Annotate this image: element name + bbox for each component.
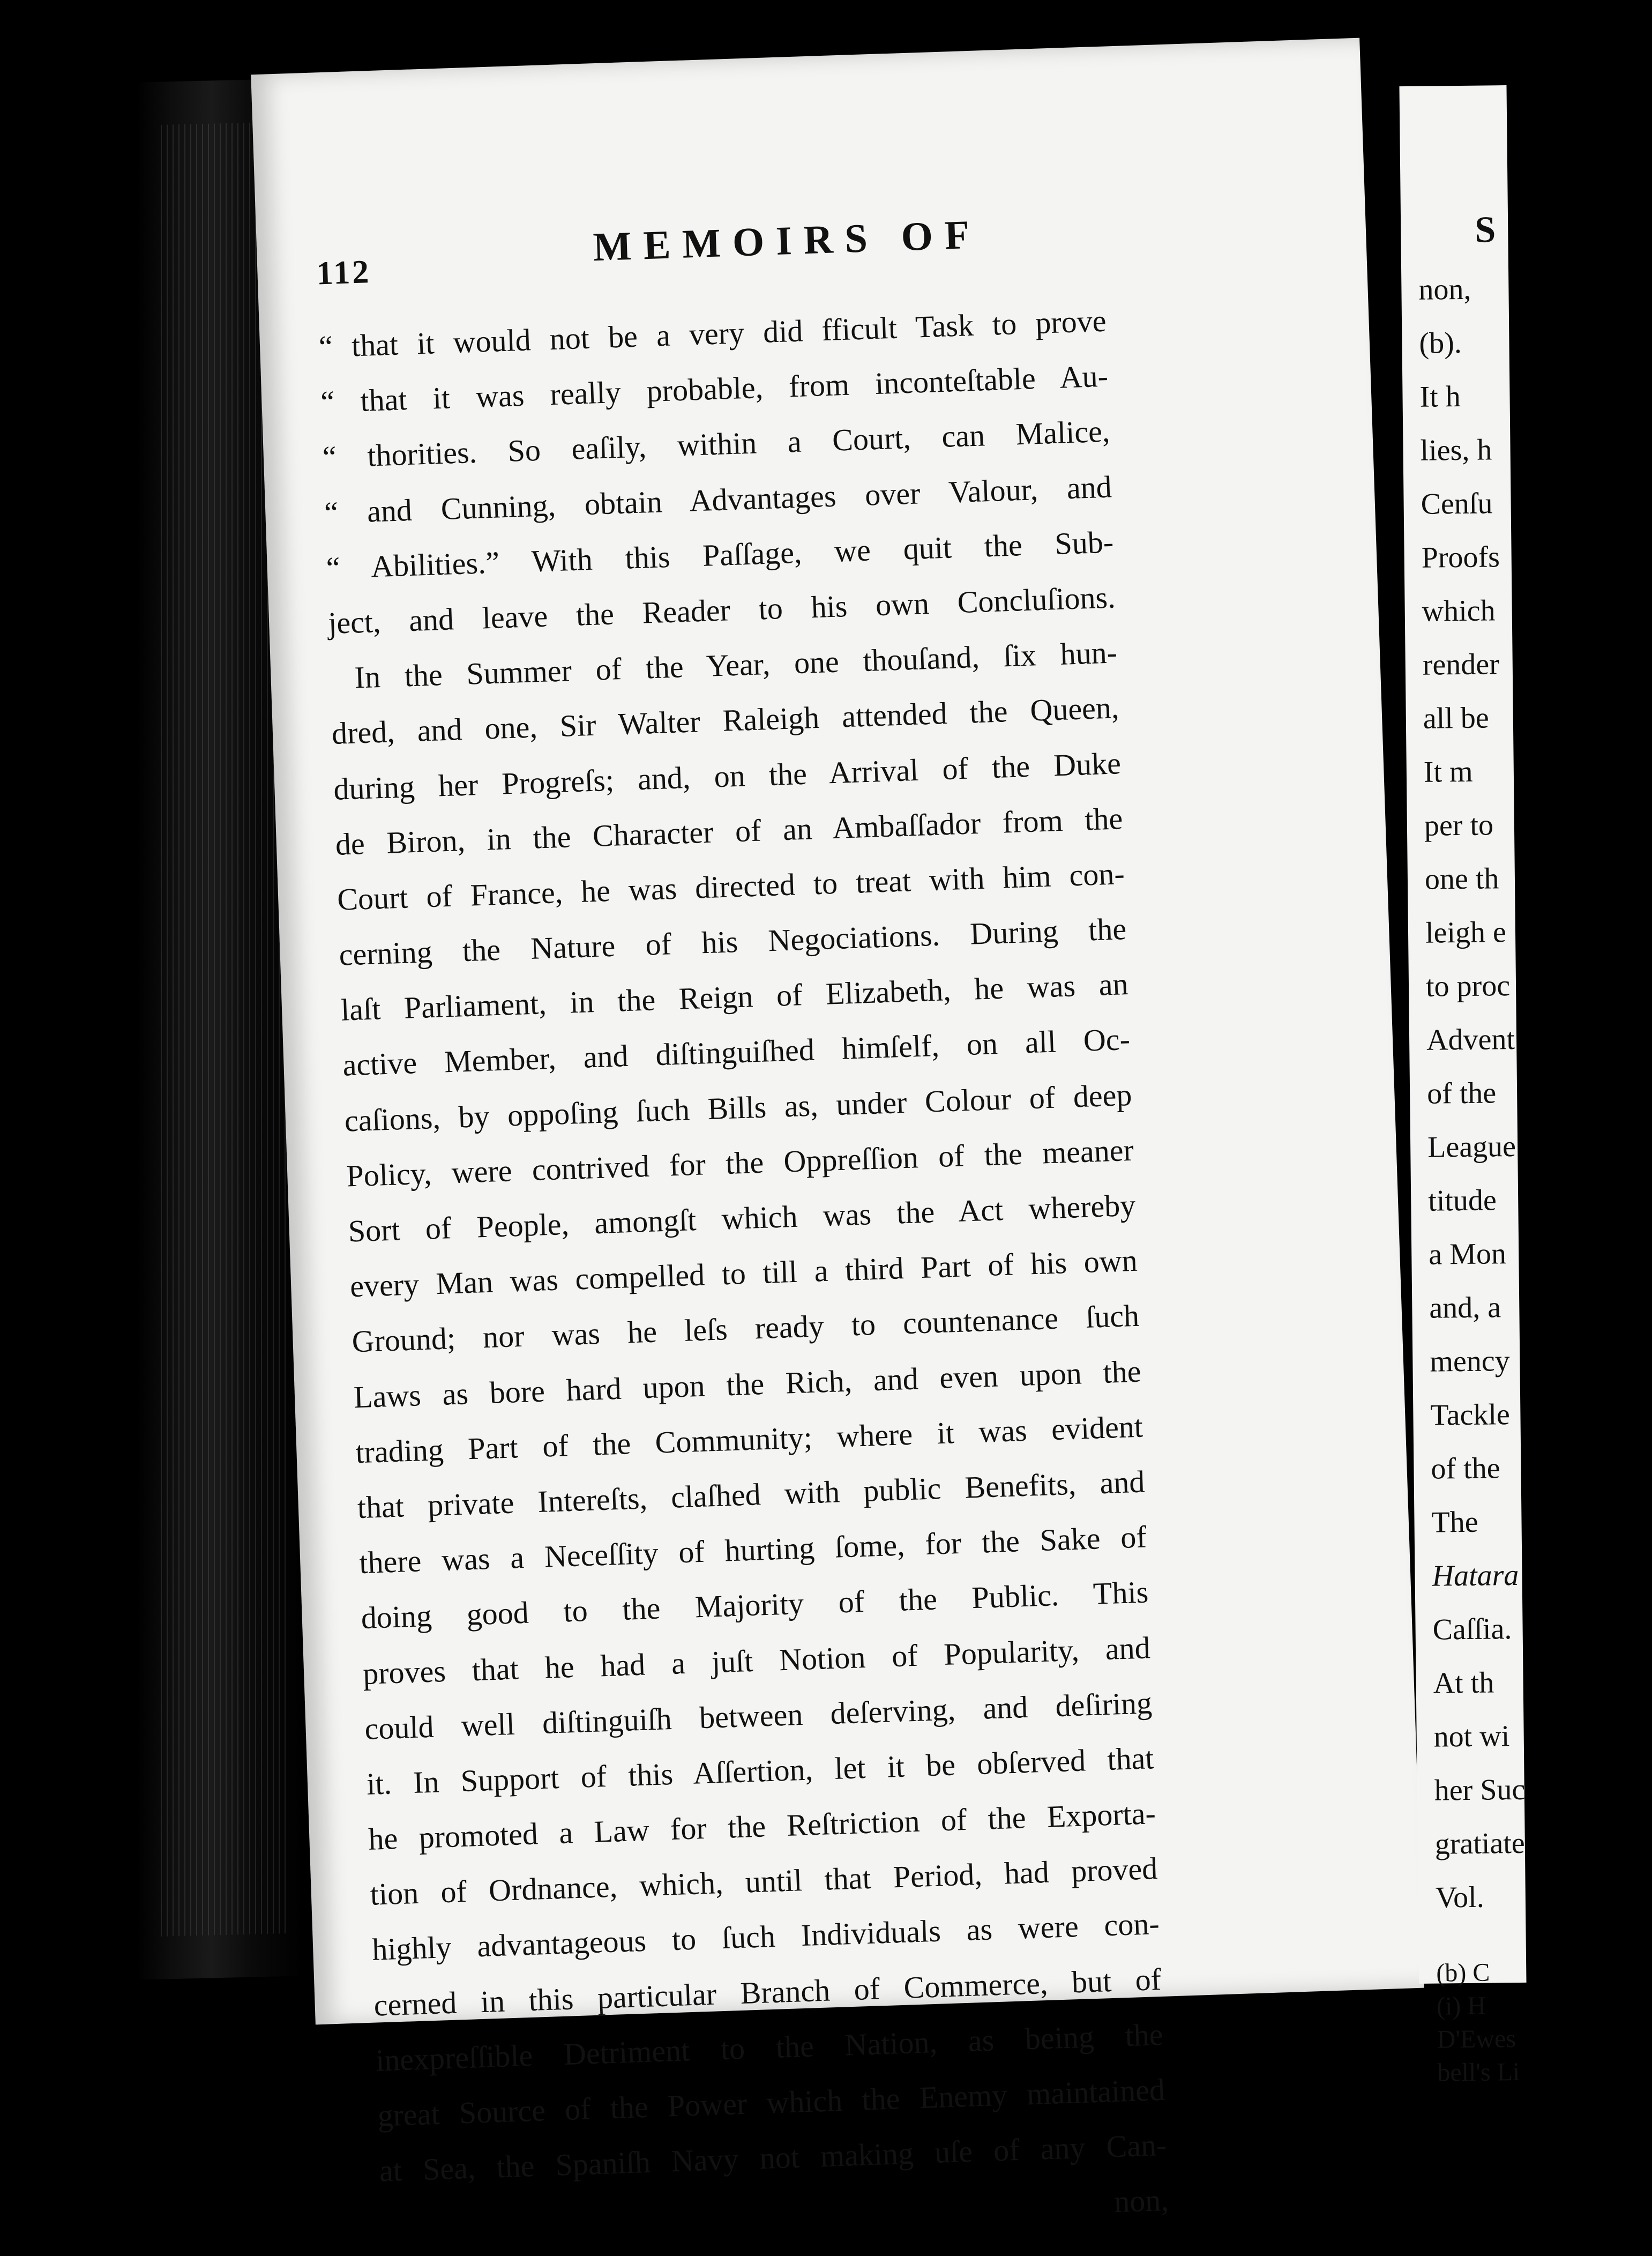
text-line: doing good to the Majority of the Public. This xyxy=(360,1574,1149,1636)
text-line: “ thorities. So eaſily, within a Court, can Malice, xyxy=(322,413,1111,475)
text-line: he promoted a Law for the Reſtriction of the Exporta- xyxy=(368,1796,1156,1857)
text-line: her Suc xyxy=(1434,1773,1526,1807)
text-line: Laws as bore hard upon the Rich, and even upon the xyxy=(353,1353,1142,1414)
text-line: tion of Ordnance, which, until that Period, had proved xyxy=(369,1851,1158,1912)
text-line: caſions, by oppoſing ſuch Bills as, under Colour of deep xyxy=(343,1077,1133,1138)
running-title: MEMOIRS OF xyxy=(592,212,982,270)
text-line: It m xyxy=(1423,755,1473,789)
text-line: which xyxy=(1422,594,1496,628)
text-line: one th xyxy=(1424,862,1499,896)
signature-mark: Vol. xyxy=(1435,1880,1484,1915)
text-line: titude xyxy=(1427,1183,1497,1218)
text-line: could well diſtinguiſh between deſerving, and deſiring xyxy=(364,1685,1153,1746)
text-line: per to xyxy=(1424,808,1494,843)
text-line: inexpreſſible Detriment to the Nation, as being the xyxy=(375,2016,1164,2078)
text-line: It h xyxy=(1419,379,1461,414)
text-line: “ that it would not be a very did fficult Task to prove xyxy=(318,303,1107,364)
right-page xyxy=(1399,85,1526,2087)
text-line: (b). xyxy=(1419,326,1462,360)
right-running-header: S xyxy=(1474,209,1496,251)
text-line: Tackle xyxy=(1430,1398,1511,1432)
text-line: Proofs xyxy=(1421,540,1500,575)
text-line: “ that it was really probable, from inconteſtable Au- xyxy=(320,358,1109,420)
text-line: proves that he had a juſt Notion of Popularity, and xyxy=(362,1629,1151,1691)
footnote-line: bell's Li xyxy=(1437,2057,1520,2087)
text-line: of the xyxy=(1426,1076,1497,1111)
text-line: during her Progreſs; and, on the Arrival of the Duke xyxy=(333,745,1122,807)
text-line: The xyxy=(1431,1505,1478,1539)
text-line: cerned in this particular Branch of Commerce, but of xyxy=(373,1961,1162,2023)
text-line: Court of France, he was directed to treat with him con- xyxy=(337,855,1125,917)
text-line: ject, and leave the Reader to his own Concluſions. xyxy=(327,579,1116,641)
text-line: render xyxy=(1422,647,1500,682)
text-line: Sort of People, amongſt which was the Act whereby xyxy=(347,1187,1137,1249)
text-line: active Member, and diſtinguiſhed himſelf, on all Oc- xyxy=(342,1022,1131,1083)
text-line: great Source of the Power which the Enemy maintained xyxy=(377,2072,1165,2133)
footnote-line: (b) C xyxy=(1436,1958,1490,1987)
text-line: At th xyxy=(1433,1666,1494,1700)
note-divider-space xyxy=(1436,1922,1650,1956)
page-header xyxy=(315,202,1270,303)
text-line: every Man was compelled to till a third Part of his own xyxy=(349,1242,1138,1304)
text-line: de Biron, in the Character of an Ambaſſador from the xyxy=(334,800,1124,862)
text-line: gratiate xyxy=(1434,1826,1526,1861)
text-line: of the xyxy=(1431,1451,1500,1486)
right-text-block xyxy=(1418,261,1652,2090)
text-line: at Sea, the Spaniſh Navy not making uſe of any Can- xyxy=(378,2127,1168,2188)
text-line: cerning the Nature of his Negociations. During the xyxy=(338,911,1127,972)
text-line: highly advantageous to ſuch Individuals as were con- xyxy=(371,1906,1160,1968)
text-line: Ground; nor was he leſs ready to countenance ſuch xyxy=(351,1298,1140,1359)
text-line: Caſſia. xyxy=(1432,1612,1512,1647)
left-page xyxy=(251,38,1424,2220)
text-line: laſt Parliament, in the Reign of Elizabeth, he was an xyxy=(340,966,1129,1028)
text-line: Policy, were contrived for the Oppreſſion of the meaner xyxy=(346,1132,1134,1194)
text-line: Advent xyxy=(1426,1022,1515,1057)
text-line: that private Intereſts, claſhed with public Benefits, and xyxy=(356,1464,1146,1525)
text-line: a Mon xyxy=(1428,1237,1507,1271)
text-line: it. In Support of this Aſſertion, let it be obſerved that xyxy=(365,1740,1155,1801)
text-line: mency xyxy=(1430,1344,1510,1379)
footnote-line: D'Ewes xyxy=(1437,2024,1516,2054)
main-text-block xyxy=(318,293,1169,2254)
text-line: lies, h xyxy=(1420,433,1492,467)
text-line: Cenſu xyxy=(1421,487,1493,521)
catchword: non, xyxy=(1113,2183,1169,2220)
text-line: to proc xyxy=(1425,969,1511,1003)
text-line: League xyxy=(1427,1129,1516,1164)
text-line: and, a xyxy=(1429,1291,1501,1325)
text-line: all be xyxy=(1423,701,1489,735)
text-line: leigh e xyxy=(1425,915,1507,950)
text-line: In the Summer of the Year, one thouſand, ſix hun- xyxy=(354,635,1118,695)
text-line: “ Abilities.” With this Paſſage, we quit the Sub- xyxy=(325,524,1115,585)
footnote-line: (i) H xyxy=(1436,1991,1486,2021)
text-line: not wi xyxy=(1433,1719,1510,1754)
text-line: there was a Neceſſity of hurting ſome, for the Sake of xyxy=(358,1519,1147,1581)
text-line: non, xyxy=(1418,272,1471,307)
page-number: 112 xyxy=(316,254,372,292)
text-line: Hatara xyxy=(1432,1558,1519,1593)
text-line: “ and Cunning, obtain Advantages over Valour, and xyxy=(324,469,1112,530)
text-line: dred, and one, Sir Walter Raleigh attended the Queen, xyxy=(331,690,1120,751)
text-line: trading Part of the Community; where it was evident xyxy=(355,1409,1143,1470)
